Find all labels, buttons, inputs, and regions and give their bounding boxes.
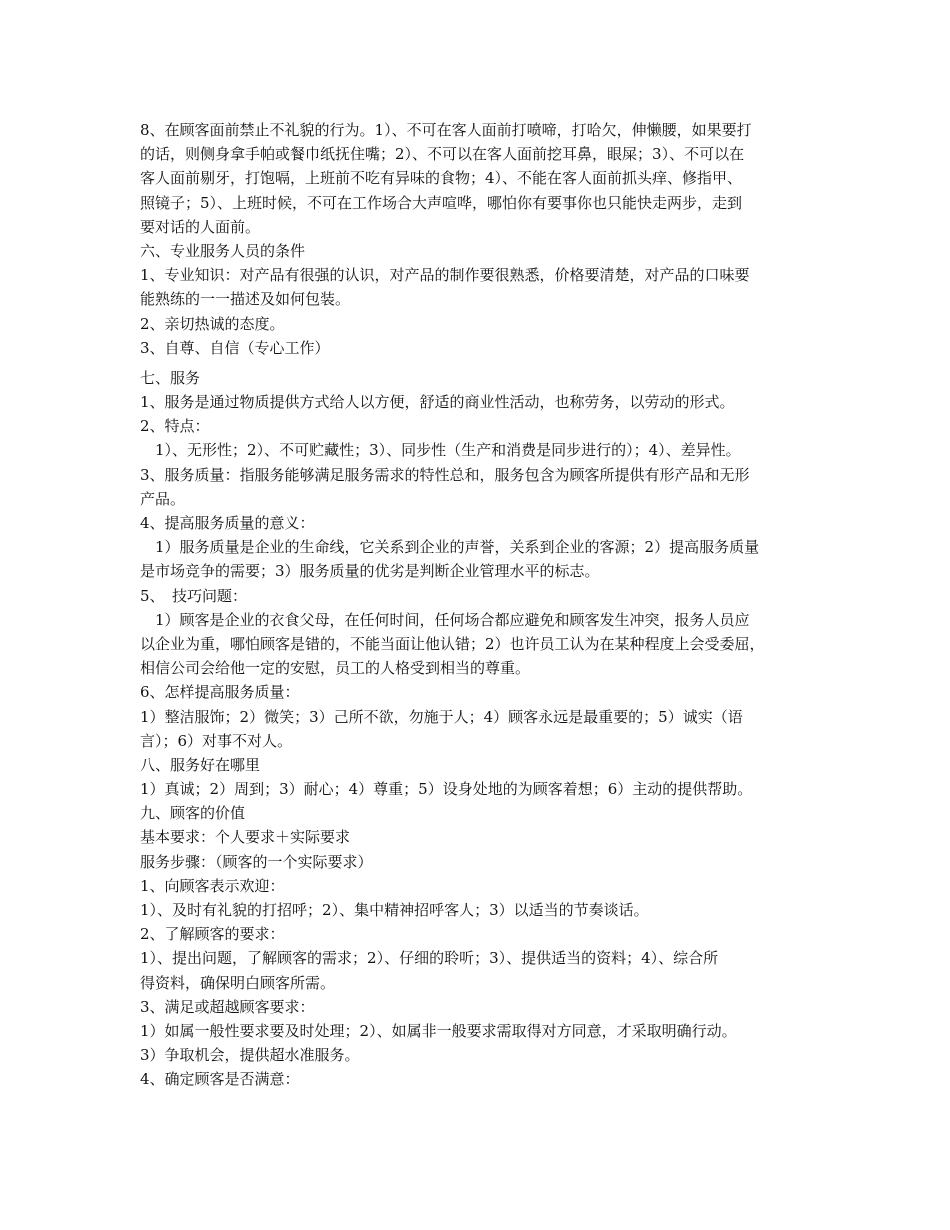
text-line: 1）、无形性；2）、不可贮藏性；3）、同步性（生产和消费是同步进行的）；4）、差异性。 — [140, 441, 741, 460]
text-line: 言）；6）对事不对人。 — [140, 731, 293, 750]
text-line: 相信公司会给他一定的安慰，员工的人格受到相当的尊重。 — [140, 659, 531, 678]
section-heading: 八、服务好在哪里 — [140, 755, 261, 774]
section-heading: 九、顾客的价值 — [140, 804, 246, 823]
text-line: 1）真诚；2）周到；3）耐心；4）尊重；5）设身处地的为顾客着想；6）主动的提供帮助。 — [140, 780, 753, 799]
text-line: 2、了解顾客的要求： — [140, 925, 285, 944]
text-line: 4、确定顾客是否满意： — [140, 1070, 300, 1089]
text-line: 2、亲切热诚的态度。 — [140, 314, 285, 333]
text-line: 以企业为重，哪怕顾客是错的，不能当面让他认错；2）也许员工认为在某种程度上会受委屈， — [140, 634, 765, 653]
text-line: 产品。 — [140, 489, 186, 508]
text-line: 3、满足或超越顾客要求： — [140, 997, 315, 1016]
text-line: 是市场竞争的需要；3）服务质量的优劣是判断企业管理水平的标志。 — [140, 562, 600, 581]
text-line: 5、 技巧问题： — [140, 586, 248, 605]
text-line: 3、自尊、自信（专心工作） — [140, 338, 330, 357]
text-line: 基本要求：个人要求＋实际要求 — [140, 828, 351, 847]
section-heading: 七、服务 — [140, 368, 201, 387]
text-line: 4、提高服务质量的意义： — [140, 514, 315, 532]
text-line: 1、向顾客表示欢迎： — [140, 876, 285, 895]
text-line: 6、怎样提高服务质量： — [140, 683, 300, 702]
document-body — [140, 118, 822, 1092]
text-line: 1）、提出问题，了解顾客的需求；2）、仔细的聆听；3）、提供适当的资料；4）、综合所 — [140, 949, 719, 968]
text-line: 1、服务是通过物质提供方式给人以方便，舒适的商业性活动，也称劳务，以劳动的形式。 — [140, 393, 735, 412]
text-line: 服务步骤：（顾客的一个实际要求） — [140, 852, 373, 871]
text-line: 1）如属一般性要求要及时处理；2）、如属非一般要求需取得对方同意，才采取明确行动。 — [140, 1021, 737, 1040]
text-line: 1）顾客是企业的衣食父母，在任何时间，任何场合都应避免和顾客发生冲突，报务人员应 — [140, 610, 750, 629]
text-line: 1）服务质量是企业的生命线，它关系到企业的声誉，关系到企业的客源；2）提高服务质量 — [140, 538, 760, 557]
text-line: 3）争取机会，提供超水准服务。 — [140, 1046, 360, 1065]
text-line: 要对话的人面前。 — [140, 217, 261, 236]
text-line: 照镜子；5）、上班时候，不可在工作场合大声喧哗，哪怕你有要事你也只能快走两步，走到 — [140, 193, 743, 212]
text-line: 得资料，确保明白顾客所需。 — [140, 973, 336, 992]
text-line: 1）整洁服饰；2）微笑；3）己所不欲，勿施于人；4）顾客永远是最重要的；5）诚实（语 — [140, 707, 743, 726]
text-line: 能熟练的一一描述及如何包装。 — [140, 290, 351, 309]
text-line: 3、服务质量：指服务能够满足服务需求的特性总和，服务包含为顾客所提供有形产品和无形 — [140, 465, 750, 484]
text-line: 1）、及时有礼貌的打招呼；2）、集中精神招呼客人；3）以适当的节奏谈话。 — [140, 901, 649, 919]
text-line: 8、在顾客面前禁止不礼貌的行为。1）、不可在客人面前打喷啼，打哈欠，伸懒腰，如果要打 — [140, 121, 752, 139]
text-line: 的话，则侧身拿手帕或餐巾纸抚住嘴；2）、不可以在客人面前挖耳鼻，眼屎；3）、不可以在 — [140, 145, 745, 164]
text-line: 2、特点： — [140, 417, 210, 436]
text-line: 客人面前剔牙，打饱嗝，上班前不吃有异味的食物；4）、不能在客人面前抓头痒、修指甲、 — [140, 169, 743, 188]
text-line: 1、专业知识：对产品有很强的认识，对产品的制作要很熟悉，价格要清楚，对产品的口味要 — [140, 266, 750, 285]
section-heading: 六、专业服务人员的条件 — [140, 241, 306, 260]
